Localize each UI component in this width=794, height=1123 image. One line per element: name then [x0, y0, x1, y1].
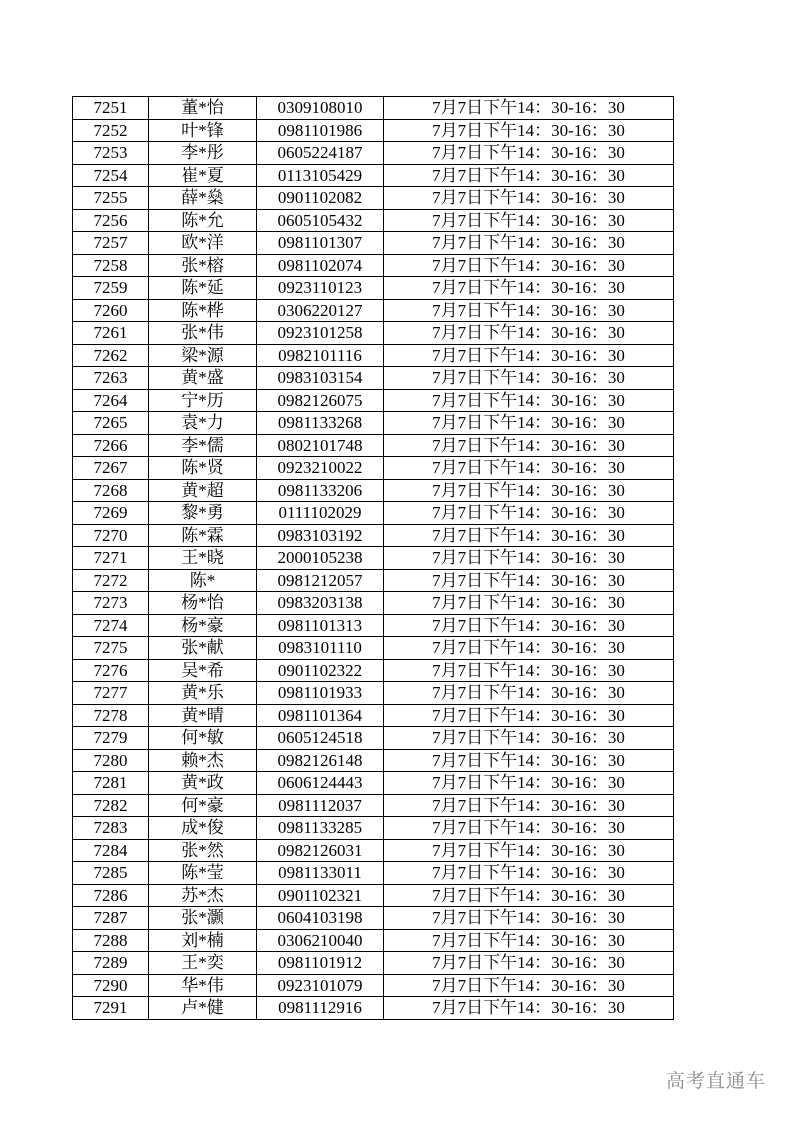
candidate-code: 0981112037	[257, 794, 384, 817]
exam-time: 7月7日下午14：30-16：30	[384, 974, 674, 997]
candidate-code: 0983203138	[257, 592, 384, 615]
row-number: 7273	[73, 592, 149, 615]
row-number: 7257	[73, 232, 149, 255]
table-row	[73, 524, 674, 547]
candidate-name: 苏*杰	[149, 884, 257, 907]
table-row	[73, 547, 674, 570]
row-number: 7265	[73, 412, 149, 435]
candidate-code: 0802101748	[257, 434, 384, 457]
table-row	[73, 682, 674, 705]
table-row	[73, 614, 674, 637]
candidate-code: 0981133268	[257, 412, 384, 435]
candidate-name: 张*然	[149, 839, 257, 862]
row-number: 7290	[73, 974, 149, 997]
row-number: 7281	[73, 772, 149, 795]
candidate-name: 董*怡	[149, 97, 257, 120]
candidate-name: 成*俊	[149, 817, 257, 840]
candidate-code: 0604103198	[257, 907, 384, 930]
candidate-code: 0982126031	[257, 839, 384, 862]
candidate-name: 黄*乐	[149, 682, 257, 705]
candidate-code: 0901102322	[257, 659, 384, 682]
exam-time: 7月7日下午14：30-16：30	[384, 322, 674, 345]
table-row	[73, 839, 674, 862]
candidate-code: 0923210022	[257, 457, 384, 480]
candidate-table-body	[73, 97, 674, 1020]
candidate-code: 0981212057	[257, 569, 384, 592]
table-row	[73, 997, 674, 1020]
table-row	[73, 794, 674, 817]
exam-time: 7月7日下午14：30-16：30	[384, 254, 674, 277]
candidate-code: 0981101986	[257, 119, 384, 142]
candidate-name: 宁*历	[149, 389, 257, 412]
row-number: 7285	[73, 862, 149, 885]
table-row	[73, 974, 674, 997]
row-number: 7282	[73, 794, 149, 817]
candidate-code: 0981101933	[257, 682, 384, 705]
candidate-name: 欧*洋	[149, 232, 257, 255]
exam-time: 7月7日下午14：30-16：30	[384, 614, 674, 637]
candidate-code: 0901102082	[257, 187, 384, 210]
candidate-name: 张*伟	[149, 322, 257, 345]
table-row	[73, 142, 674, 165]
table-row	[73, 817, 674, 840]
candidate-name: 陈*延	[149, 277, 257, 300]
table-row	[73, 659, 674, 682]
exam-time: 7月7日下午14：30-16：30	[384, 164, 674, 187]
exam-time: 7月7日下午14：30-16：30	[384, 884, 674, 907]
row-number: 7271	[73, 547, 149, 570]
table-row	[73, 772, 674, 795]
table-row	[73, 479, 674, 502]
candidate-name: 张*灏	[149, 907, 257, 930]
candidate-code: 0605124518	[257, 727, 384, 750]
exam-time: 7月7日下午14：30-16：30	[384, 907, 674, 930]
candidate-name: 袁*力	[149, 412, 257, 435]
row-number: 7288	[73, 929, 149, 952]
candidate-name: 陈*贤	[149, 457, 257, 480]
exam-time: 7月7日下午14：30-16：30	[384, 704, 674, 727]
candidate-name: 黄*晴	[149, 704, 257, 727]
candidate-code: 0983103154	[257, 367, 384, 390]
candidate-code: 0605105432	[257, 209, 384, 232]
table-row	[73, 232, 674, 255]
exam-time: 7月7日下午14：30-16：30	[384, 839, 674, 862]
candidate-code: 0113105429	[257, 164, 384, 187]
row-number: 7264	[73, 389, 149, 412]
exam-time: 7月7日下午14：30-16：30	[384, 862, 674, 885]
table-row	[73, 322, 674, 345]
candidate-code: 0983103192	[257, 524, 384, 547]
table-row	[73, 457, 674, 480]
table-row	[73, 569, 674, 592]
candidate-code: 0981101912	[257, 952, 384, 975]
row-number: 7270	[73, 524, 149, 547]
candidate-name: 叶*锋	[149, 119, 257, 142]
row-number: 7278	[73, 704, 149, 727]
exam-time: 7月7日下午14：30-16：30	[384, 772, 674, 795]
row-number: 7280	[73, 749, 149, 772]
candidate-name: 吴*希	[149, 659, 257, 682]
row-number: 7267	[73, 457, 149, 480]
table-row	[73, 884, 674, 907]
row-number: 7274	[73, 614, 149, 637]
table-row	[73, 704, 674, 727]
row-number: 7266	[73, 434, 149, 457]
table-row	[73, 952, 674, 975]
candidate-name: 陈*桦	[149, 299, 257, 322]
table-row	[73, 254, 674, 277]
candidate-code: 0981133011	[257, 862, 384, 885]
row-number: 7269	[73, 502, 149, 525]
exam-time: 7月7日下午14：30-16：30	[384, 569, 674, 592]
row-number: 7287	[73, 907, 149, 930]
table-row	[73, 209, 674, 232]
candidate-name: 黎*勇	[149, 502, 257, 525]
exam-time: 7月7日下午14：30-16：30	[384, 277, 674, 300]
table-row	[73, 119, 674, 142]
exam-time: 7月7日下午14：30-16：30	[384, 952, 674, 975]
candidate-code: 0309108010	[257, 97, 384, 120]
table-row	[73, 749, 674, 772]
candidate-name: 黄*政	[149, 772, 257, 795]
candidate-code: 0111102029	[257, 502, 384, 525]
watermark-text: 高考直通车	[665, 1070, 766, 1092]
exam-time: 7月7日下午14：30-16：30	[384, 97, 674, 120]
exam-time: 7月7日下午14：30-16：30	[384, 637, 674, 660]
table-row	[73, 727, 674, 750]
candidate-code: 0983101110	[257, 637, 384, 660]
exam-time: 7月7日下午14：30-16：30	[384, 457, 674, 480]
candidate-name: 卢*健	[149, 997, 257, 1020]
candidate-name: 黄*盛	[149, 367, 257, 390]
row-number: 7256	[73, 209, 149, 232]
candidate-name: 王*奕	[149, 952, 257, 975]
row-number: 7252	[73, 119, 149, 142]
candidate-name: 陈*	[149, 569, 257, 592]
table-row	[73, 277, 674, 300]
exam-time: 7月7日下午14：30-16：30	[384, 727, 674, 750]
candidate-name: 黄*超	[149, 479, 257, 502]
row-number: 7275	[73, 637, 149, 660]
candidate-code: 0923101079	[257, 974, 384, 997]
candidate-code: 0981101313	[257, 614, 384, 637]
exam-time: 7月7日下午14：30-16：30	[384, 142, 674, 165]
exam-time: 7月7日下午14：30-16：30	[384, 209, 674, 232]
table-row	[73, 299, 674, 322]
exam-time: 7月7日下午14：30-16：30	[384, 749, 674, 772]
exam-time: 7月7日下午14：30-16：30	[384, 794, 674, 817]
row-number: 7255	[73, 187, 149, 210]
exam-time: 7月7日下午14：30-16：30	[384, 997, 674, 1020]
candidate-code: 0982126148	[257, 749, 384, 772]
candidate-code: 0982126075	[257, 389, 384, 412]
exam-time: 7月7日下午14：30-16：30	[384, 187, 674, 210]
row-number: 7291	[73, 997, 149, 1020]
candidate-code: 0981133285	[257, 817, 384, 840]
candidate-name: 刘*楠	[149, 929, 257, 952]
exam-time: 7月7日下午14：30-16：30	[384, 817, 674, 840]
table-row	[73, 862, 674, 885]
exam-time: 7月7日下午14：30-16：30	[384, 524, 674, 547]
candidate-code: 0901102321	[257, 884, 384, 907]
row-number: 7272	[73, 569, 149, 592]
candidate-name: 薛*燊	[149, 187, 257, 210]
table-row	[73, 412, 674, 435]
candidate-name: 陈*允	[149, 209, 257, 232]
row-number: 7286	[73, 884, 149, 907]
candidate-name: 何*豪	[149, 794, 257, 817]
candidate-name: 何*敏	[149, 727, 257, 750]
row-number: 7268	[73, 479, 149, 502]
candidate-code: 0981112916	[257, 997, 384, 1020]
candidate-name: 华*伟	[149, 974, 257, 997]
candidate-code: 0981102074	[257, 254, 384, 277]
exam-time: 7月7日下午14：30-16：30	[384, 592, 674, 615]
exam-time: 7月7日下午14：30-16：30	[384, 479, 674, 502]
candidate-name: 陈*莹	[149, 862, 257, 885]
row-number: 7253	[73, 142, 149, 165]
table-row	[73, 187, 674, 210]
candidate-name: 张*榕	[149, 254, 257, 277]
row-number: 7262	[73, 344, 149, 367]
candidate-code: 0306210040	[257, 929, 384, 952]
candidate-code: 0606124443	[257, 772, 384, 795]
row-number: 7261	[73, 322, 149, 345]
row-number: 7289	[73, 952, 149, 975]
exam-time: 7月7日下午14：30-16：30	[384, 412, 674, 435]
table-row	[73, 592, 674, 615]
row-number: 7283	[73, 817, 149, 840]
row-number: 7276	[73, 659, 149, 682]
candidate-name: 杨*怡	[149, 592, 257, 615]
candidate-name: 崔*夏	[149, 164, 257, 187]
exam-time: 7月7日下午14：30-16：30	[384, 232, 674, 255]
exam-time: 7月7日下午14：30-16：30	[384, 389, 674, 412]
row-number: 7259	[73, 277, 149, 300]
candidate-table	[72, 96, 674, 1020]
candidate-code: 0981101364	[257, 704, 384, 727]
candidate-code: 0981101307	[257, 232, 384, 255]
row-number: 7258	[73, 254, 149, 277]
table-row	[73, 389, 674, 412]
table-row	[73, 907, 674, 930]
candidate-name: 杨*豪	[149, 614, 257, 637]
table-row	[73, 97, 674, 120]
table-row	[73, 367, 674, 390]
row-number: 7251	[73, 97, 149, 120]
candidate-code: 0306220127	[257, 299, 384, 322]
candidate-code: 0981133206	[257, 479, 384, 502]
exam-time: 7月7日下午14：30-16：30	[384, 344, 674, 367]
exam-time: 7月7日下午14：30-16：30	[384, 502, 674, 525]
candidate-code: 2000105238	[257, 547, 384, 570]
exam-time: 7月7日下午14：30-16：30	[384, 367, 674, 390]
candidate-name: 张*献	[149, 637, 257, 660]
candidate-name: 李*彤	[149, 142, 257, 165]
candidate-name: 梁*源	[149, 344, 257, 367]
exam-time: 7月7日下午14：30-16：30	[384, 659, 674, 682]
row-number: 7254	[73, 164, 149, 187]
exam-time: 7月7日下午14：30-16：30	[384, 682, 674, 705]
exam-time: 7月7日下午14：30-16：30	[384, 299, 674, 322]
row-number: 7277	[73, 682, 149, 705]
row-number: 7279	[73, 727, 149, 750]
table-row	[73, 929, 674, 952]
row-number: 7260	[73, 299, 149, 322]
candidate-code: 0923110123	[257, 277, 384, 300]
candidate-code: 0982101116	[257, 344, 384, 367]
exam-time: 7月7日下午14：30-16：30	[384, 929, 674, 952]
candidate-code: 0923101258	[257, 322, 384, 345]
candidate-code: 0605224187	[257, 142, 384, 165]
candidate-name: 陈*霖	[149, 524, 257, 547]
table-row	[73, 502, 674, 525]
table-row	[73, 344, 674, 367]
table-row	[73, 164, 674, 187]
candidate-name: 王*晓	[149, 547, 257, 570]
row-number: 7284	[73, 839, 149, 862]
exam-time: 7月7日下午14：30-16：30	[384, 434, 674, 457]
row-number: 7263	[73, 367, 149, 390]
candidate-name: 李*儒	[149, 434, 257, 457]
table-row	[73, 434, 674, 457]
table-row	[73, 637, 674, 660]
exam-time: 7月7日下午14：30-16：30	[384, 119, 674, 142]
exam-time: 7月7日下午14：30-16：30	[384, 547, 674, 570]
candidate-name: 赖*杰	[149, 749, 257, 772]
